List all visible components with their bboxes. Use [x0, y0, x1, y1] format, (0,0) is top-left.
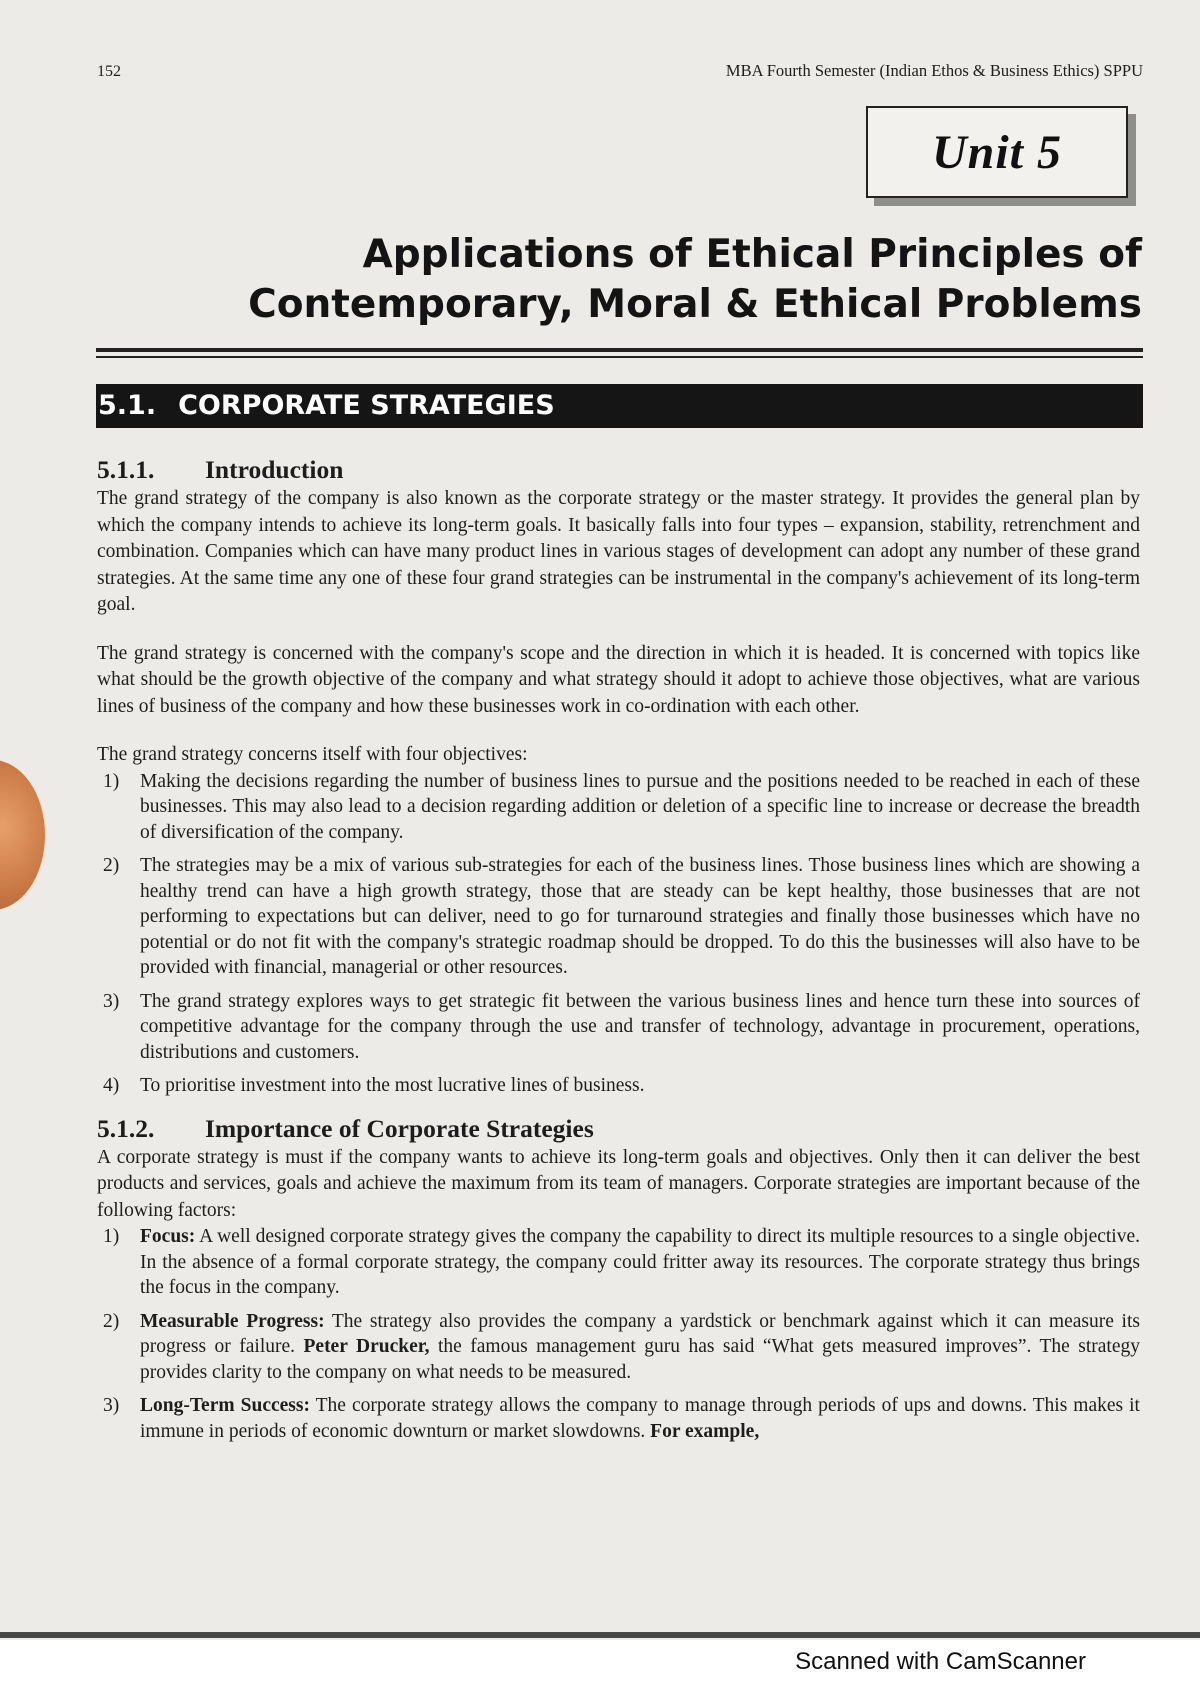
- list-intro: The grand strategy concerns itself with four objectives:: [97, 744, 528, 765]
- section-heading-bar: [96, 384, 1143, 428]
- scan-bottom-edge: [0, 1632, 1200, 1638]
- list-item-term: Measurable Progress:: [140, 1310, 325, 1332]
- body-content: [97, 454, 1140, 1452]
- list-item-term: Focus:: [140, 1226, 196, 1247]
- list-item: [97, 989, 1140, 1066]
- chapter-title-line-1: Applications of Ethical Principles of: [362, 232, 1142, 277]
- subsection-number: 5.1.2.: [97, 1113, 155, 1143]
- list-item-text: The strategies may be a mix of various sub-strategies for each of the business lines. Those business lines which are showing a healthy trend can have a high growth strategy, those that are steady can be kept healthy, those businesses that are not performing to expectations but can deliver, need to go for turnaround strategies and finally those businesses which have no potential or do not fit with the company's strategic roadmap should be dropped. To do this the businesses will also have to be provided with financial, managerial or other resources.: [140, 855, 1140, 978]
- list-item-text: the famous management guru has said “What gets measured improves”. The strategy provides clarity to the company on what needs to be measured.: [140, 1336, 1140, 1383]
- importance-list: [97, 1224, 1140, 1444]
- subsection-heading-intro: [97, 454, 1140, 486]
- list-marker: 2): [103, 1310, 120, 1332]
- objectives-list: [97, 769, 1140, 1099]
- list-item: [97, 769, 1140, 846]
- section-number: 5.1.: [98, 390, 157, 421]
- section-title: CORPORATE STRATEGIES: [178, 390, 555, 421]
- list-item-term: Long-Term Success:: [140, 1395, 310, 1416]
- running-head: MBA Fourth Semester (Indian Ethos & Business Ethics) SPPU: [725, 61, 1143, 80]
- paragraph: A corporate strategy is must if the company wants to achieve its long-term goals and objectives. Only then it can deliver the best products and services, goals and achieve the maximum from its team of managers. Corporate strategies are important because of the following factors:: [97, 1146, 1140, 1221]
- list-item-text: To prioritise investment into the most lucrative lines of business.: [140, 1075, 645, 1096]
- list-item-trailing: For example,: [650, 1420, 760, 1442]
- chapter-title: [248, 230, 1142, 330]
- list-item-text: A well designed corporate strategy gives the company the capability to direct its multiple resources to a single objective. In the absence of a formal corporate strategy, the company could fritter away its resources. The corporate strategy thus brings the focus in the company.: [140, 1226, 1140, 1298]
- subsection-title: Importance of Corporate Strategies: [205, 1113, 594, 1143]
- unit-label: Unit 5: [931, 125, 1063, 179]
- list-marker: 3): [103, 1395, 120, 1416]
- list-item: [97, 1393, 1140, 1444]
- paragraph: The grand strategy of the company is also known as the corporate strategy or the master strategy. It provides the general plan by which the company intends to achieve its long-term goals. It basically falls into four types – expansion, stability, retrenchment and combination. Companies which can have many product lines in various stages of development can adopt any number of these grand strategies. At the same time any one of these four grand strategies can be instrumental in the company's achievement of its long-term goal.: [97, 488, 1140, 615]
- list-item-text: The corporate strategy allows the company to manage through periods of ups and downs. This makes it immune in periods of economic downturn or market slowdowns.: [140, 1395, 1140, 1442]
- quoted-person-name: Peter Drucker,: [303, 1336, 430, 1357]
- list-item: [97, 1073, 1140, 1099]
- list-marker: 1): [103, 770, 120, 792]
- thumb-in-scan: [0, 760, 45, 910]
- list-item: [97, 1224, 1140, 1301]
- list-item-text: The strategy also provides the company a yardstick or benchmark against which it can measure its progress or failure.: [140, 1310, 1140, 1357]
- chapter-title-line-2: Contemporary, Moral & Ethical Problems: [248, 282, 1142, 327]
- title-rule-thick: [96, 348, 1143, 352]
- subsection-heading-importance: [97, 1113, 1140, 1145]
- subsection-title: Introduction: [205, 455, 344, 484]
- paragraph: The grand strategy is concerned with the company's scope and the direction in which it is headed. It is concerned with topics like what should be the growth objective of the company and what strategy should it adopt to achieve those objectives, what are various lines of business of the company and how these businesses work in co-ordination with each other.: [97, 642, 1140, 717]
- list-marker: 4): [103, 1075, 120, 1096]
- title-rule-thin: [96, 356, 1143, 358]
- list-item: [97, 853, 1140, 981]
- list-item-text: The grand strategy explores ways to get strategic fit between the various business lines and hence turn these into sources of competitive advantage for the company through the use and transfer of technology, advantage in procurement, operations, distributions and customers.: [140, 990, 1140, 1063]
- list-marker: 1): [103, 1226, 120, 1247]
- list-item: [97, 1309, 1140, 1386]
- subsection-number: 5.1.1.: [97, 455, 155, 484]
- list-marker: 2): [103, 855, 120, 876]
- page-number: 152: [97, 63, 121, 80]
- unit-box: [866, 106, 1128, 198]
- list-item-text: Making the decisions regarding the number of business lines to pursue and the positions needed to be reached in each of these businesses. This may also lead to a decision regarding addition or deletion of a specific line to increase or decrease the breadth of diversification of the company.: [140, 770, 1140, 843]
- list-marker: 3): [103, 990, 120, 1012]
- camscanner-watermark: Scanned with CamScanner: [795, 1648, 1086, 1675]
